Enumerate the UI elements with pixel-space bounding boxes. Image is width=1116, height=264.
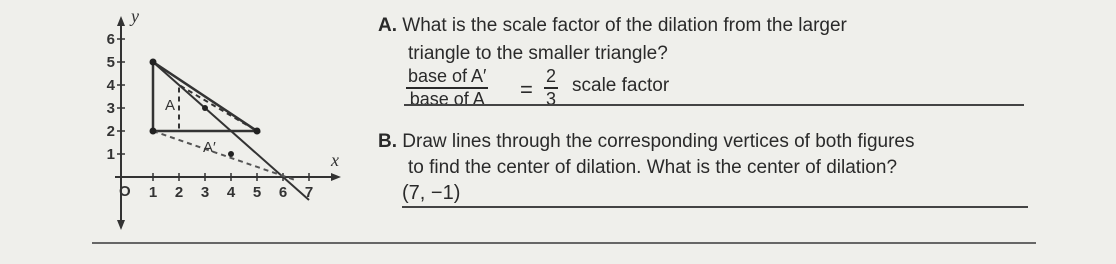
part-a-question-line2: triangle to the smaller triangle? <box>408 43 668 64</box>
x-tick-label: 3 <box>200 184 210 201</box>
coordinate-graph <box>95 0 355 230</box>
scale-factor-answer: scale factor <box>572 75 670 96</box>
y-axis-label: y <box>131 6 139 26</box>
bottom-rule <box>92 242 1036 244</box>
equals-sign: = <box>520 77 533 102</box>
y-tick-label: 5 <box>106 54 115 71</box>
y-tick-label: 3 <box>106 100 115 117</box>
part-b-line1 <box>378 130 915 154</box>
scale-denominator: 3 <box>546 89 557 109</box>
ratio-numerator: base of A′ <box>408 66 487 86</box>
part-b-answer-line <box>402 206 1028 208</box>
part-b-label: B. <box>378 131 397 152</box>
label-a-prime: A′ <box>203 139 216 156</box>
part-b-question-line1: Draw lines through the corresponding vertices of both figures <box>402 131 915 152</box>
triangle-a-prime <box>179 85 257 131</box>
x-axis-label: x <box>331 150 339 170</box>
dilation-line <box>153 131 295 180</box>
part-a-label: A. <box>378 15 397 36</box>
x-tick-label: 2 <box>174 184 184 201</box>
y-tick-label: 2 <box>106 123 115 140</box>
x-tick-label: 7 <box>304 184 314 201</box>
x-tick-label: 1 <box>148 184 158 201</box>
x-tick-label: 4 <box>226 184 236 201</box>
y-tick-label: 4 <box>106 77 115 94</box>
label-a: A <box>165 97 176 114</box>
y-axis-arrow-down-icon <box>117 220 125 230</box>
part-a-answer-line <box>404 104 1024 106</box>
y-tick-label: 6 <box>106 31 115 48</box>
y-axis-arrow-up-icon <box>117 16 125 26</box>
part-a-line1 <box>378 14 847 38</box>
center-of-dilation-answer: (7, −1) <box>402 182 461 204</box>
origin-label: O <box>119 183 131 200</box>
x-tick-label: 5 <box>252 184 262 201</box>
ratio-denominator: base of A <box>406 87 488 110</box>
x-axis-arrow-right-icon <box>331 173 341 181</box>
part-a-question-line1: What is the scale factor of the dilation from the larger <box>402 15 847 36</box>
y-tick-label: 1 <box>106 146 115 163</box>
part-b-question-line2: to find the center of dilation. What is the center of dilation? <box>408 157 898 178</box>
scale-numerator: 2 <box>546 66 557 86</box>
x-tick-label: 6 <box>278 184 288 201</box>
